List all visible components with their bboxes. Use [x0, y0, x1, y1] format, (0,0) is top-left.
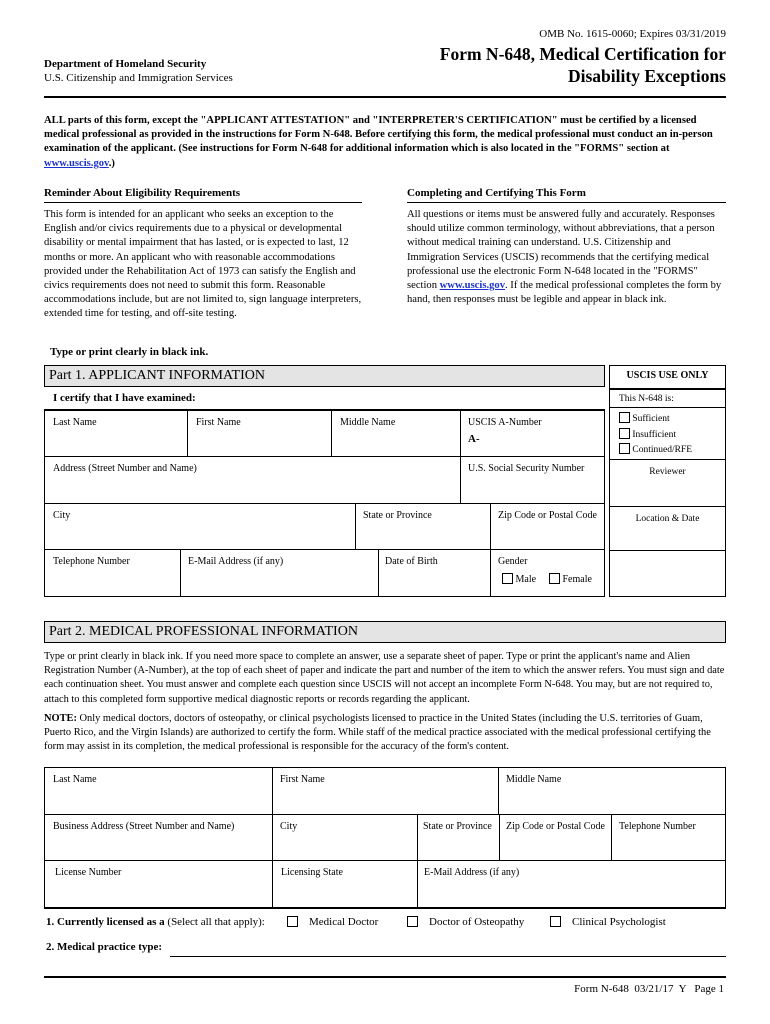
- continued-checkbox[interactable]: [619, 443, 630, 454]
- sufficient-checkbox[interactable]: [619, 412, 630, 423]
- gender-female-option[interactable]: [549, 573, 592, 586]
- doctor-phone-field[interactable]: [612, 815, 725, 859]
- uscis-continued[interactable]: [619, 443, 736, 455]
- uscis-sufficient[interactable]: [619, 412, 736, 424]
- male-checkbox[interactable]: [502, 573, 513, 584]
- completing-body: [407, 208, 725, 307]
- field-label: Last Name: [53, 417, 97, 428]
- doctor-email-field[interactable]: [418, 861, 725, 907]
- uscis-divider: [609, 388, 726, 390]
- uscis-divider: [609, 459, 726, 460]
- note-label: NOTE:: [44, 713, 77, 724]
- field-label: Telephone Number: [53, 556, 130, 567]
- completing-rule: [407, 202, 726, 203]
- field-label: Gender: [498, 556, 528, 567]
- applicant-gender-group: [491, 550, 604, 596]
- intro-text-end: .): [108, 157, 115, 169]
- applicant-address-field[interactable]: [45, 457, 459, 502]
- uscis-reviewer[interactable]: Reviewer: [649, 467, 686, 477]
- completing-heading: Completing and Certifying This Form: [407, 187, 586, 199]
- doctor-first-name-field[interactable]: [273, 768, 497, 813]
- insufficient-checkbox[interactable]: [619, 428, 630, 439]
- completing-text-end: . If the medical professional completes the form by hand, then responses must be legible and appear in black ink.: [407, 280, 722, 306]
- psychologist-checkbox[interactable]: [550, 916, 561, 927]
- field-label: City: [53, 510, 71, 521]
- continued-label: Continued/RFE: [632, 445, 693, 455]
- option-clinical-psychologist[interactable]: [550, 916, 666, 928]
- field-label: USCIS A-Number: [468, 417, 542, 428]
- part2-note: [44, 712, 728, 755]
- footer-text: Form N-648 03/21/17 Y Page 1: [574, 983, 724, 995]
- uscis-use-title: USCIS USE ONLY: [626, 370, 709, 381]
- uscis-divider: [609, 550, 726, 551]
- intro-text: ALL parts of this form, except the "APPLICANT ATTESTATION" and "INTERPRETER'S CERTIFICATION" must be certified by a licensed medical professional as provided in the instructions for Form N-648. Before certifying this form, the medical professional must conduct an in-person examination of the applicant. (See instructions for Form N-648 for additional information which is also located in the "FORMS" section at: [44, 115, 713, 155]
- uscis-divider: [609, 407, 726, 408]
- a-number-prefix: A-: [468, 433, 480, 445]
- psychologist-label: Clinical Psychologist: [572, 916, 666, 928]
- field-label: E-Mail Address (if any): [424, 867, 520, 878]
- field-label: Last Name: [53, 774, 97, 785]
- doctor-zip-field[interactable]: [500, 815, 610, 859]
- field-label: Zip Code or Postal Code: [506, 821, 605, 832]
- field-label: Telephone Number: [619, 821, 696, 832]
- applicant-first-name-field[interactable]: [188, 411, 330, 455]
- female-label: Female: [562, 574, 592, 585]
- field-label: U.S. Social Security Number: [468, 463, 585, 474]
- doctor-city-field[interactable]: [273, 815, 416, 859]
- uscis-status-label: This N-648 is:: [619, 394, 674, 404]
- practice-type-label: 2. Medical practice type:: [46, 941, 163, 953]
- license-number-field[interactable]: [45, 861, 271, 907]
- field-label: Date of Birth: [385, 556, 438, 567]
- applicant-middle-name-field[interactable]: [332, 411, 459, 455]
- field-label: Zip Code or Postal Code: [498, 510, 597, 521]
- field-label: Middle Name: [506, 774, 562, 785]
- applicant-a-number-field[interactable]: [461, 411, 604, 455]
- applicant-city-field[interactable]: [45, 504, 354, 548]
- licensed-as-question: [46, 916, 265, 928]
- reminder-body: This form is intended for an applicant who seeks an exception to the English and/or civics requirements due to a physical or developmental disability or mental impairment that has lasted, or is expected to last, 12 months or more. An applicant who with reasonable accommodations provided under the Rehabilitation Act of 1973 can satisfy the English and civics requirements does not need to submit this form. Reasonable accommodations include, but are not limited to, sign language interpreters, extended time for testing, and off-site testing.: [44, 209, 362, 320]
- part1-title: Part 1. APPLICANT INFORMATION: [49, 368, 265, 383]
- option-doctor-osteopathy[interactable]: [407, 916, 524, 928]
- uscis-insufficient[interactable]: [619, 428, 736, 440]
- applicant-ssn-field[interactable]: [461, 457, 604, 502]
- completing-text: All questions or items must be answered fully and accurately. Responses should utilize common terminology, without abbreviations, that a person without medical training can understand. U.S. Citizenship and Immigration Services (USCIS) recommends that the certifying medical professional use the electronic Form N-648 located in the "FORMS" section: [407, 209, 715, 292]
- practice-type-field[interactable]: [170, 941, 726, 957]
- applicant-email-field[interactable]: [181, 550, 377, 596]
- certify-label: I certify that I have examined:: [53, 392, 196, 404]
- osteopathy-checkbox[interactable]: [407, 916, 418, 927]
- uscis-link[interactable]: www.uscis.gov: [44, 157, 109, 169]
- field-label: Address (Street Number and Name): [53, 463, 197, 474]
- form-title-line1: Form N-648, Medical Certification for: [439, 44, 726, 64]
- field-label: Business Address (Street Number and Name): [53, 821, 235, 832]
- field-label: First Name: [196, 417, 241, 428]
- part2-header: [44, 621, 726, 643]
- omb-number: OMB No. 1615-0060; Expires 03/31/2019: [539, 28, 726, 40]
- reminder-rule: [44, 202, 362, 203]
- department-name: Department of Homeland Security: [44, 58, 207, 70]
- uscis-location-date[interactable]: Location & Date: [635, 514, 700, 524]
- medical-doctor-label: Medical Doctor: [309, 916, 379, 928]
- field-label: License Number: [55, 867, 122, 878]
- field-label: City: [280, 821, 298, 832]
- part2-title: Part 2. MEDICAL PROFESSIONAL INFORMATION: [49, 624, 358, 639]
- insufficient-label: Insufficient: [632, 430, 676, 440]
- q1-hint: (Select all that apply):: [164, 916, 265, 928]
- doctor-middle-name-field[interactable]: [499, 768, 725, 813]
- field-label: State or Province: [363, 510, 432, 521]
- applicant-phone-field[interactable]: [45, 550, 179, 596]
- field-label: Middle Name: [340, 417, 396, 428]
- option-medical-doctor[interactable]: [287, 916, 378, 928]
- applicant-state-field[interactable]: [356, 504, 489, 548]
- applicant-dob-field[interactable]: [379, 550, 489, 596]
- field-label: State or Province: [423, 821, 492, 832]
- doctor-state-field[interactable]: [418, 815, 498, 859]
- uscis-divider: [609, 506, 726, 507]
- type-print-note: Type or print clearly in black ink.: [50, 346, 209, 358]
- agency-name: U.S. Citizenship and Immigration Services: [44, 72, 233, 84]
- medical-doctor-checkbox[interactable]: [287, 916, 298, 927]
- note-text: Only medical doctors, doctors of osteopathy, or clinical psychologists licensed to practice in the United States (including the U.S. territories of Guam, Puerto Rico, and the Virgin Islands) are authorized to certify the form. While staff of the medical practice associated with the medical professional certifying the form may assist in its completion, the medical professional is responsible for the accuracy of the form's content.: [44, 713, 711, 753]
- male-label: Male: [515, 574, 537, 585]
- intro-paragraph: [44, 114, 726, 171]
- form-title-line2: Disability Exceptions: [567, 66, 726, 86]
- applicant-zip-field[interactable]: [491, 504, 604, 548]
- doctor-last-name-field[interactable]: [45, 768, 271, 813]
- field-label: First Name: [280, 774, 325, 785]
- osteopathy-label: Doctor of Osteopathy: [429, 916, 525, 928]
- field-label: E-Mail Address (if any): [188, 556, 284, 567]
- gender-male-option[interactable]: [502, 573, 536, 586]
- uscis-link-2[interactable]: www.uscis.gov: [439, 280, 505, 292]
- footer-rule: [44, 976, 726, 978]
- part1-header: [44, 365, 605, 387]
- sufficient-label: Sufficient: [632, 414, 670, 424]
- female-checkbox[interactable]: [549, 573, 560, 584]
- business-address-field[interactable]: [45, 815, 271, 859]
- reminder-heading: Reminder About Eligibility Requirements: [44, 187, 241, 199]
- header-rule: [44, 96, 726, 98]
- part2-instructions: Type or print clearly in black ink. If you need more space to complete an answer, use a separate sheet of paper. Type or print the applicant's name and Alien Registration Number (A-Number), at the top of each sheet of paper and indicate the part and number of the item to which the answer refers. You must sign and date each continuation sheet. You must answer and complete each question since USCIS will not accept an incomplete Form N-648. You may, but are not required to, attach to this completed form supportive medical diagnostic reports or records regarding the applicant.: [44, 651, 725, 705]
- licensing-state-field[interactable]: [273, 861, 416, 907]
- field-label: Licensing State: [281, 867, 343, 878]
- q1-label: 1. Currently licensed as a: [46, 916, 165, 928]
- applicant-last-name-field[interactable]: [45, 411, 186, 455]
